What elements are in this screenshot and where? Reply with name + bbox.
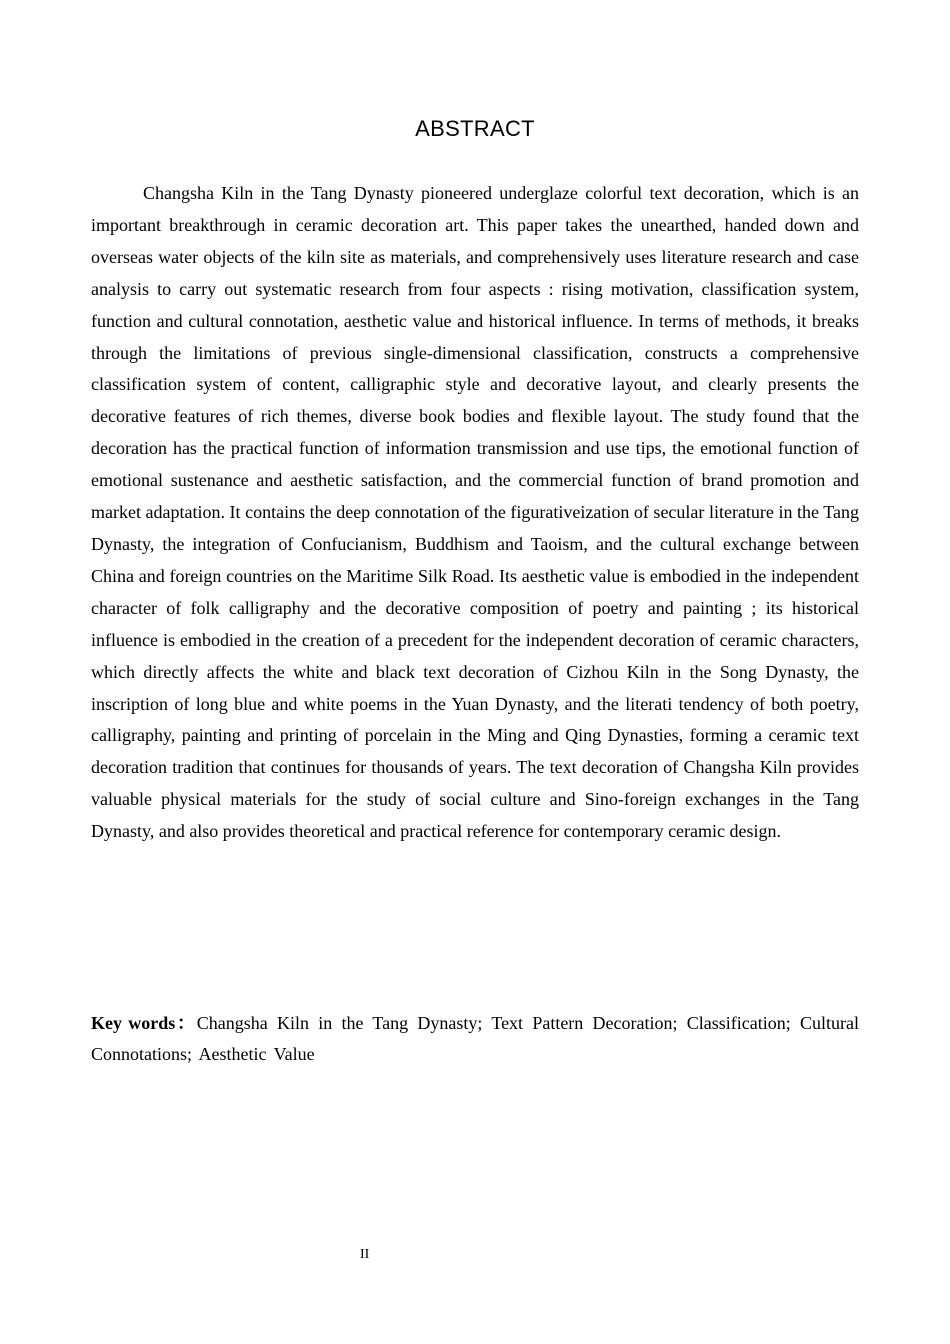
abstract-paragraph: Changsha Kiln in the Tang Dynasty pioneered underglaze colorful text decoration, which is an important breakthrough in ceramic decoration art. This paper takes the unearthed, handed down and overseas water objects of the kiln site as materials, and comprehensively uses literature research and case analysis to carry out systematic research from four aspects : rising motivation, classification system, function and cultural connotation, aesthetic value and historical influence. In terms of methods, it breaks through the limitations of previous single-dimensional classification, constructs a comprehensive classification system of content, calligraphic style and decorative layout, and clearly presents the decorative features of rich themes, diverse book bodies and flexible layout. The study found that the decoration has the practical function of information transmission and use tips, the emotional function of emotional sustenance and aesthetic satisfaction, and the commercial function of brand promotion and market adaptation. It contains the deep connotation of the figurativeization of secular literature in the Tang Dynasty, the integration of Confucianism, Buddhism and Taoism, and the cultural exchange between China and foreign countries on the Maritime Silk Road. Its aesthetic value is embodied in the independent character of folk calligraphy and the decorative composition of poetry and painting ; its historical influence is embodied in the creation of a precedent for the independent decoration of ceramic characters, which directly affects the white and black text decoration of Cizhou Kiln in the Song Dynasty, the inscription of long blue and white poems in the Yuan Dynasty, and the literati tendency of both poetry, calligraphy, painting and printing of porcelain in the Ming and Qing Dynasties, forming a ceramic text decoration tradition that continues for thousands of years. The text decoration of Changsha Kiln provides valuable physical materials for the study of social culture and Sino-foreign exchanges in the Tang Dynasty, and also provides theoretical and practical reference for contemporary ceramic design.: [91, 183, 859, 842]
keywords-text: Changsha Kiln in the Tang Dynasty; Text Pattern Decoration; Classification; Cultural Connotations; Aesthetic Value: [91, 1013, 859, 1064]
keywords-line: [91, 1008, 859, 1070]
page-number: II: [360, 1247, 370, 1262]
abstract-heading: ABSTRACT: [415, 116, 535, 141]
keywords-label: Key words：: [91, 1013, 197, 1033]
